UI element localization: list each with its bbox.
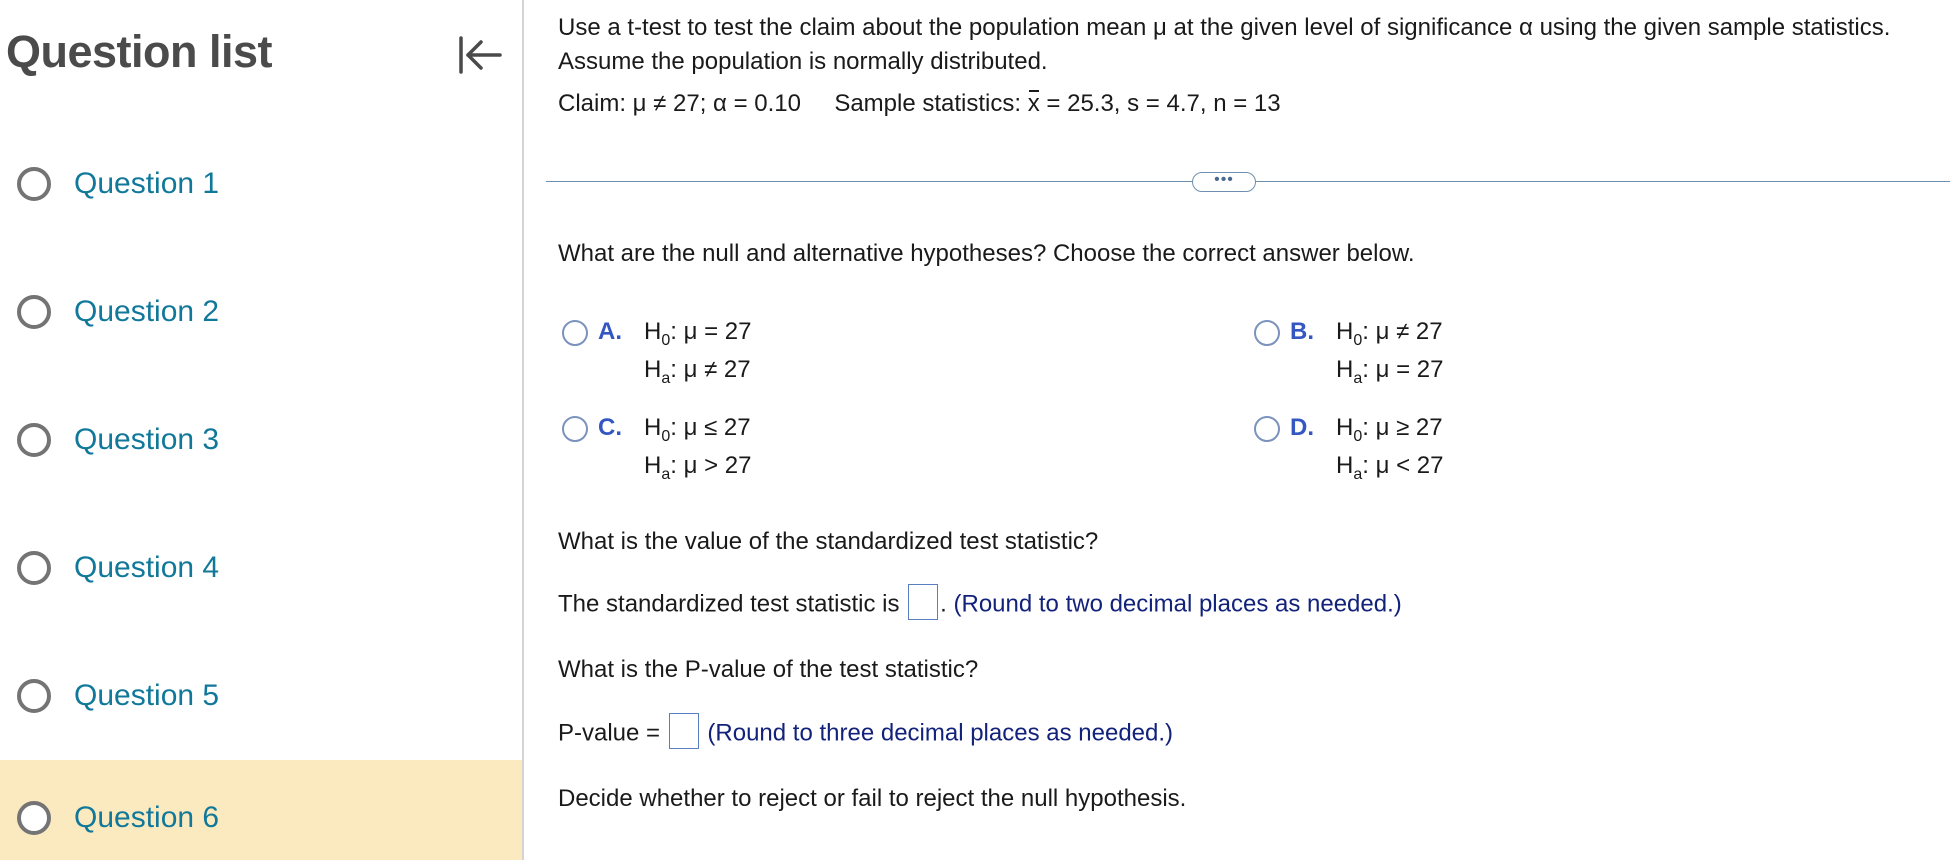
test-statistic-question: What is the value of the standardized test statistic? <box>558 528 1099 555</box>
option-d-letter: D. <box>1290 414 1314 441</box>
sidebar-item-label: Question 5 <box>74 679 220 712</box>
p-value-question: What is the P-value of the test statistic? <box>558 656 979 683</box>
collapse-left-icon <box>452 26 508 82</box>
sidebar-item-label: Question 2 <box>74 295 220 328</box>
sidebar-item-label: Question 3 <box>74 423 220 456</box>
option-c-letter: C. <box>598 414 622 441</box>
option-c[interactable] <box>562 408 1022 488</box>
question-status-radio-icon <box>17 295 51 329</box>
option-d-radio[interactable] <box>1254 416 1280 442</box>
option-b-alt-hypothesis: $H_a$: μ = 27 <box>1336 356 1444 387</box>
sidebar-item-question-5[interactable] <box>0 632 522 760</box>
test-statistic-suffix: . <box>940 590 947 618</box>
hypotheses-question: What are the null and alternative hypotheses? Choose the correct answer below. <box>558 240 1415 267</box>
sidebar-item-question-4[interactable] <box>0 504 522 632</box>
question-list-sidebar <box>0 0 524 860</box>
problem-statement: Use a t-test to test the claim about the population mean μ at the given level of significance α using the given sample statistics. Assume the population is normally distributed. <box>558 14 1891 75</box>
sidebar-item-question-6[interactable] <box>0 760 522 860</box>
sidebar-item-label: Question 1 <box>74 167 220 200</box>
option-d[interactable] <box>1254 408 1714 488</box>
option-b[interactable] <box>1254 312 1714 392</box>
test-statistic-prefix: The standardized test statistic is <box>558 590 900 618</box>
option-b-letter: B. <box>1290 318 1314 345</box>
sidebar-item-label: Question 4 <box>74 551 220 584</box>
option-a-radio[interactable] <box>562 320 588 346</box>
option-c-alt-hypothesis: $H_a$: μ > 27 <box>644 452 752 483</box>
expand-more-button[interactable]: ••• <box>1192 172 1256 192</box>
option-d-alt-hypothesis: $H_a$: μ < 27 <box>1336 452 1444 483</box>
option-a[interactable] <box>562 312 1022 392</box>
p-value-input[interactable] <box>669 713 699 749</box>
option-c-radio[interactable] <box>562 416 588 442</box>
question-status-radio-icon <box>17 551 51 585</box>
sidebar-item-question-1[interactable] <box>0 120 522 248</box>
option-c-null-hypothesis: $H_0$: μ ≤ 27 <box>644 414 751 445</box>
claim-text: Claim: μ ≠ 27; α = 0.10 <box>558 90 801 117</box>
p-value-prefix: P-value = <box>558 719 661 747</box>
sample-statistics-values: = 25.3, s = 4.7, n = 13 <box>1046 90 1281 117</box>
decision-question: Decide whether to reject or fail to reject the null hypothesis. <box>558 785 1187 812</box>
claim-line <box>558 90 1281 118</box>
test-statistic-input[interactable] <box>908 584 938 620</box>
option-a-null-hypothesis: $H_0$: μ = 27 <box>644 318 752 349</box>
sample-statistics-label: Sample statistics: <box>834 90 1022 117</box>
question-status-radio-icon <box>17 679 51 713</box>
sidebar-title: Question list <box>6 26 273 77</box>
option-a-alt-hypothesis: $H_a$: μ ≠ 27 <box>644 356 751 387</box>
question-status-radio-icon <box>17 167 51 201</box>
sidebar-item-label: Question 6 <box>74 801 220 834</box>
sample-mean-symbol: x <box>1027 90 1040 117</box>
sidebar-item-question-3[interactable] <box>0 376 522 504</box>
p-value-hint: (Round to three decimal places as needed.) <box>707 719 1174 747</box>
p-value-answer-line <box>558 719 1173 749</box>
option-a-letter: A. <box>598 318 622 345</box>
option-b-radio[interactable] <box>1254 320 1280 346</box>
question-content <box>524 0 1950 860</box>
option-b-null-hypothesis: $H_0$: μ ≠ 27 <box>1336 318 1443 349</box>
test-statistic-hint: (Round to two decimal places as needed.) <box>953 590 1402 618</box>
collapse-sidebar-button[interactable] <box>452 26 508 82</box>
sidebar-item-question-2[interactable] <box>0 248 522 376</box>
question-status-radio-icon <box>17 801 51 835</box>
question-status-radio-icon <box>17 423 51 457</box>
option-d-null-hypothesis: $H_0$: μ ≥ 27 <box>1336 414 1443 445</box>
test-statistic-answer-line <box>558 590 1402 620</box>
